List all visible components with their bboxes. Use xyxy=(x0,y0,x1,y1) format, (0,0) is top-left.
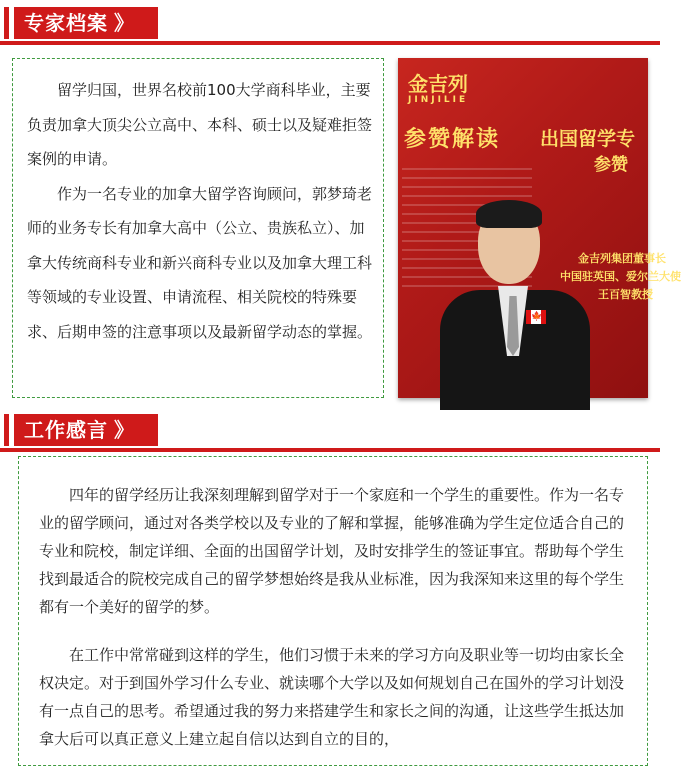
banner-sub-1: 金吉列集团董事长 xyxy=(578,252,666,265)
tab-accent-bar xyxy=(4,414,9,446)
work-text-box xyxy=(18,456,648,766)
brand-logo xyxy=(408,68,498,105)
advisor-photo xyxy=(398,58,681,398)
section-header-profile xyxy=(0,7,660,45)
work-paragraph-1 xyxy=(39,481,637,621)
banner-sub-3: 王百智教授 xyxy=(598,288,653,301)
logo-text-en: JINJILIE xyxy=(408,95,469,105)
work-paragraph-2 xyxy=(39,641,637,753)
logo-text-cn: 金吉列 xyxy=(408,72,468,96)
profile-paragraph-1: 留学归国，世界名校前100大学商科毕业，主要负责加拿大顶尖公立高中、本科、硕士以及疑难拒签案例的申请。 xyxy=(27,81,373,168)
banner-text-right-2: 参赞 xyxy=(594,155,628,175)
section-tab-profile xyxy=(14,7,158,39)
canada-flag-icon: 🍁 xyxy=(526,310,546,324)
banner-text-left: 参赞解读 xyxy=(404,127,501,152)
work-paragraph-2-text: 在工作中常常碰到这样的学生，他们习惯于未来的学习方向及职业等一切均由家长全权决定。对于到国外学习什么专业、就读哪个大学以及如何规划自己在国外的学习计划没有一点自己的思考。希望通过我的努力来搭建学生和家长之间的沟通，让这些学生抵达加拿大后可以真正意义上建立起自信以达到自立的目的， xyxy=(39,646,625,748)
section-divider xyxy=(0,41,660,45)
profile-paragraph-2: 作为一名专业的加拿大留学咨询顾问，郭梦琦老师的业务专长有加拿大高中（公立、贵族私立）、加拿大传统商科专业和新兴商科专业以及加拿大理工科等领域的专业设置、申请流程、相关院校的特殊要求、后期申签的注意事项以及最新留学动态的掌握。 xyxy=(27,184,373,341)
profile-text-box xyxy=(12,58,384,398)
section-header-work xyxy=(0,414,660,452)
banner-text-right: 出国留学专 xyxy=(540,128,636,150)
person-hair xyxy=(476,200,542,228)
chevron-right-icon: 》 xyxy=(114,11,135,35)
work-paragraph-1-text: 四年的留学经历让我深刻理解到留学对于一个家庭和一个学生的重要性。作为一名专业的留学顾问，通过对各类学校以及专业的了解和掌握，能够准确为学生定位适合自己的专业和院校，制定详细、全面的出国留学计划，及时安排学生的签证事宜。帮助每个学生找到最适合的院校完成自己的留学梦想始终是我从业标准，因为我深知来这里的每个学生都有一个美好的留学的梦。 xyxy=(39,486,625,616)
section-divider xyxy=(0,448,660,452)
chevron-right-icon: 》 xyxy=(114,418,135,442)
section-title-profile: 专家档案 xyxy=(24,11,108,35)
banner-sub-2: 中国驻英国、爱尔兰大使 xyxy=(560,270,681,283)
section-tab-work xyxy=(14,414,158,446)
section-title-work: 工作感言 xyxy=(24,418,108,442)
tab-accent-bar xyxy=(4,7,9,39)
